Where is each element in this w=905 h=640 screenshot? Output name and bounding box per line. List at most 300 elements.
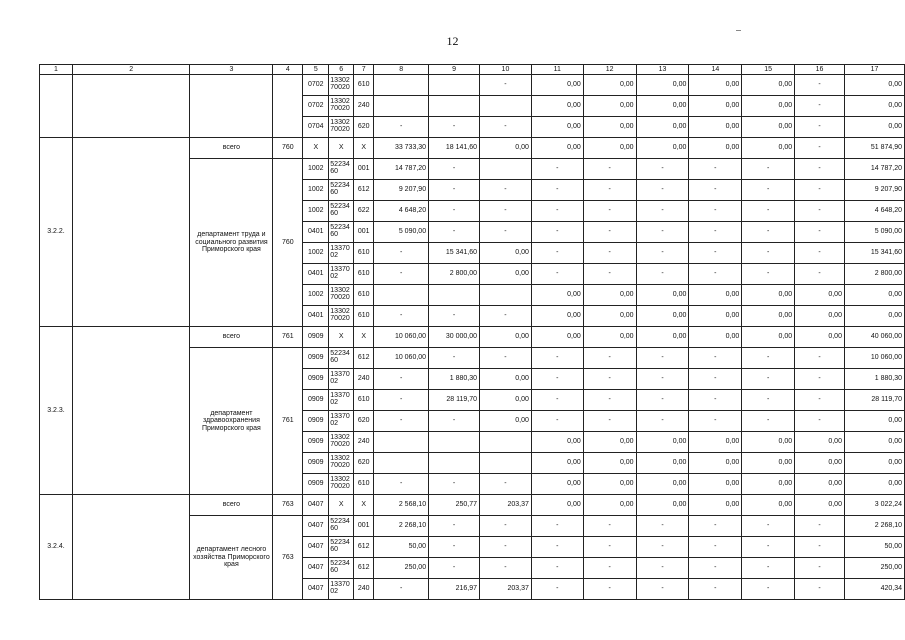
amount-col-16-cell: - bbox=[795, 579, 845, 600]
amount-col-15-cell: - bbox=[742, 411, 795, 432]
amount-col-17-cell: 250,00 bbox=[844, 558, 904, 579]
amount-col-8-cell bbox=[374, 432, 429, 453]
amount-col-13-cell: - bbox=[636, 243, 689, 264]
target-article-cell: 5223460 bbox=[329, 558, 354, 579]
amount-col-11-cell: - bbox=[531, 201, 583, 222]
expense-type-cell: X bbox=[354, 327, 374, 348]
amount-col-15-cell: 0,00 bbox=[742, 285, 795, 306]
amount-col-12-cell: 0,00 bbox=[583, 453, 636, 474]
target-article-cell: 1337002 bbox=[329, 264, 354, 285]
amount-col-10-cell: - bbox=[480, 201, 532, 222]
amount-col-11-cell: 0,00 bbox=[531, 285, 583, 306]
row-number-cell: 3.2.4. bbox=[40, 495, 73, 600]
amount-col-15-cell: - bbox=[742, 579, 795, 600]
amount-col-10-cell: - bbox=[480, 75, 532, 96]
target-article-cell: 1330270020 bbox=[329, 117, 354, 138]
admin-code-cell: 760 bbox=[273, 159, 303, 327]
amount-col-10-cell: - bbox=[480, 180, 532, 201]
amount-col-10-cell: 0,00 bbox=[480, 327, 532, 348]
amount-col-15-cell: - bbox=[742, 264, 795, 285]
amount-col-16-cell: - bbox=[795, 159, 845, 180]
amount-col-12-cell: - bbox=[583, 411, 636, 432]
amount-col-10-cell: 0,00 bbox=[480, 411, 532, 432]
amount-col-17-cell: 28 119,70 bbox=[844, 390, 904, 411]
amount-col-16-cell: 0,00 bbox=[795, 495, 845, 516]
amount-col-11-cell: 0,00 bbox=[531, 453, 583, 474]
amount-col-15-cell: - bbox=[742, 180, 795, 201]
expense-type-cell: X bbox=[354, 495, 374, 516]
amount-col-8-cell bbox=[374, 96, 429, 117]
amount-col-10-cell: 0,00 bbox=[480, 264, 532, 285]
amount-col-14-cell: - bbox=[689, 201, 742, 222]
target-article-cell: 5223460 bbox=[329, 537, 354, 558]
amount-col-9-cell: 28 119,70 bbox=[429, 390, 480, 411]
page-number: 12 bbox=[446, 34, 459, 48]
admin-code-cell: 763 bbox=[273, 495, 303, 516]
amount-col-13-cell: - bbox=[636, 180, 689, 201]
amount-col-12-cell: - bbox=[583, 369, 636, 390]
amount-col-16-cell: - bbox=[795, 201, 845, 222]
amount-col-13-cell: 0,00 bbox=[636, 327, 689, 348]
amount-col-13-cell: 0,00 bbox=[636, 453, 689, 474]
amount-col-8-cell: 14 787,20 bbox=[374, 159, 429, 180]
amount-col-13-cell: - bbox=[636, 411, 689, 432]
department-name-cell: департамент лесного хозяйства Приморского края bbox=[190, 516, 273, 600]
amount-col-12-cell: - bbox=[583, 348, 636, 369]
amount-col-14-cell: 0,00 bbox=[689, 474, 742, 495]
admin-code-cell: 761 bbox=[273, 327, 303, 348]
amount-col-8-cell: - bbox=[374, 474, 429, 495]
target-article-cell: 1337002 bbox=[329, 411, 354, 432]
amount-col-12-cell: 0,00 bbox=[583, 432, 636, 453]
amount-col-12-cell: - bbox=[583, 516, 636, 537]
amount-col-14-cell: - bbox=[689, 537, 742, 558]
amount-col-9-cell: 2 800,00 bbox=[429, 264, 480, 285]
amount-col-9-cell: 250,77 bbox=[429, 495, 480, 516]
amount-col-15-cell: - bbox=[742, 537, 795, 558]
amount-col-8-cell: 9 207,90 bbox=[374, 180, 429, 201]
amount-col-14-cell: 0,00 bbox=[689, 495, 742, 516]
amount-col-15-cell: - bbox=[742, 159, 795, 180]
amount-col-16-cell: - bbox=[795, 348, 845, 369]
amount-col-8-cell: 2 268,10 bbox=[374, 516, 429, 537]
amount-col-15-cell: - bbox=[742, 369, 795, 390]
amount-col-12-cell: - bbox=[583, 558, 636, 579]
amount-col-14-cell: 0,00 bbox=[689, 117, 742, 138]
amount-col-12-cell: 0,00 bbox=[583, 96, 636, 117]
amount-col-17-cell: 40 060,00 bbox=[844, 327, 904, 348]
amount-col-13-cell: - bbox=[636, 537, 689, 558]
target-article-cell: 5223460 bbox=[329, 180, 354, 201]
amount-col-15-cell: 0,00 bbox=[742, 327, 795, 348]
amount-col-15-cell: 0,00 bbox=[742, 138, 795, 159]
amount-col-10-cell: 0,00 bbox=[480, 369, 532, 390]
scan-mark bbox=[736, 30, 741, 31]
header-cell-6: 6 bbox=[329, 65, 354, 75]
amount-col-14-cell: 0,00 bbox=[689, 453, 742, 474]
amount-col-16-cell: - bbox=[795, 558, 845, 579]
row-number-cell: 3.2.3. bbox=[40, 327, 73, 495]
amount-col-17-cell: 0,00 bbox=[844, 432, 904, 453]
section-code-cell: 0702 bbox=[303, 75, 329, 96]
target-article-cell: 5223460 bbox=[329, 201, 354, 222]
amount-col-15-cell: 0,00 bbox=[742, 495, 795, 516]
amount-col-8-cell: - bbox=[374, 411, 429, 432]
amount-col-15-cell: 0,00 bbox=[742, 453, 795, 474]
expense-type-cell: 622 bbox=[354, 201, 374, 222]
amount-col-17-cell: 9 207,90 bbox=[844, 180, 904, 201]
amount-col-17-cell: 4 648,20 bbox=[844, 201, 904, 222]
amount-col-16-cell: 0,00 bbox=[795, 432, 845, 453]
section-code-cell: 0407 bbox=[303, 495, 329, 516]
amount-col-14-cell: 0,00 bbox=[689, 285, 742, 306]
section-code-cell: 0401 bbox=[303, 222, 329, 243]
target-article-cell: 1330270020 bbox=[329, 453, 354, 474]
section-code-cell: 0909 bbox=[303, 327, 329, 348]
amount-col-17-cell: 10 060,00 bbox=[844, 348, 904, 369]
amount-col-12-cell: - bbox=[583, 579, 636, 600]
amount-col-17-cell: 50,00 bbox=[844, 537, 904, 558]
amount-col-9-cell: - bbox=[429, 474, 480, 495]
amount-col-8-cell bbox=[374, 285, 429, 306]
amount-col-10-cell bbox=[480, 96, 532, 117]
total-label-cell: всего bbox=[190, 327, 273, 348]
amount-col-17-cell: 0,00 bbox=[844, 411, 904, 432]
header-cell-17: 17 bbox=[844, 65, 904, 75]
amount-col-15-cell: - bbox=[742, 201, 795, 222]
amount-col-11-cell: - bbox=[531, 579, 583, 600]
section-code-cell: 0401 bbox=[303, 306, 329, 327]
amount-col-16-cell: - bbox=[795, 411, 845, 432]
amount-col-9-cell: 1 880,30 bbox=[429, 369, 480, 390]
amount-col-9-cell: - bbox=[429, 222, 480, 243]
target-article-cell: 1330270020 bbox=[329, 432, 354, 453]
header-cell-5: 5 bbox=[303, 65, 329, 75]
amount-col-14-cell: - bbox=[689, 159, 742, 180]
admin-code-cell: 761 bbox=[273, 348, 303, 495]
amount-col-14-cell: - bbox=[689, 264, 742, 285]
amount-col-12-cell: 0,00 bbox=[583, 474, 636, 495]
amount-col-10-cell bbox=[480, 453, 532, 474]
amount-col-9-cell bbox=[429, 75, 480, 96]
target-article-cell: 5223460 bbox=[329, 222, 354, 243]
expense-type-cell: 620 bbox=[354, 117, 374, 138]
amount-col-13-cell: 0,00 bbox=[636, 96, 689, 117]
amount-col-12-cell: 0,00 bbox=[583, 495, 636, 516]
amount-col-9-cell: - bbox=[429, 558, 480, 579]
amount-col-8-cell: 50,00 bbox=[374, 537, 429, 558]
amount-col-15-cell: 0,00 bbox=[742, 96, 795, 117]
amount-col-14-cell: - bbox=[689, 222, 742, 243]
expense-type-cell: 240 bbox=[354, 432, 374, 453]
expense-type-cell: 610 bbox=[354, 285, 374, 306]
amount-col-11-cell: 0,00 bbox=[531, 474, 583, 495]
amount-col-12-cell: - bbox=[583, 222, 636, 243]
amount-col-9-cell: - bbox=[429, 306, 480, 327]
amount-col-10-cell bbox=[480, 432, 532, 453]
target-article-cell: X bbox=[329, 138, 354, 159]
amount-col-11-cell: - bbox=[531, 369, 583, 390]
expense-type-cell: 610 bbox=[354, 264, 374, 285]
admin-code-cell: 763 bbox=[273, 516, 303, 600]
amount-col-13-cell: - bbox=[636, 579, 689, 600]
section-code-cell: 0407 bbox=[303, 579, 329, 600]
amount-col-17-cell: 420,34 bbox=[844, 579, 904, 600]
amount-col-16-cell: 0,00 bbox=[795, 327, 845, 348]
expense-type-cell: 610 bbox=[354, 243, 374, 264]
header-cell-1: 1 bbox=[40, 65, 73, 75]
amount-col-13-cell: 0,00 bbox=[636, 432, 689, 453]
amount-col-11-cell: 0,00 bbox=[531, 306, 583, 327]
amount-col-9-cell: - bbox=[429, 180, 480, 201]
expense-type-cell: 612 bbox=[354, 348, 374, 369]
expense-type-cell: 620 bbox=[354, 411, 374, 432]
amount-col-9-cell: - bbox=[429, 411, 480, 432]
amount-col-8-cell: 10 060,00 bbox=[374, 348, 429, 369]
amount-col-9-cell: - bbox=[429, 516, 480, 537]
amount-col-15-cell: - bbox=[742, 348, 795, 369]
amount-col-14-cell: - bbox=[689, 390, 742, 411]
amount-col-9-cell: - bbox=[429, 201, 480, 222]
admin-code-cell bbox=[273, 75, 303, 138]
amount-col-14-cell: - bbox=[689, 558, 742, 579]
row-number-cell: 3.2.2. bbox=[40, 138, 73, 327]
description-cell bbox=[72, 75, 190, 138]
section-code-cell: 1002 bbox=[303, 243, 329, 264]
target-article-cell: 1330270020 bbox=[329, 306, 354, 327]
amount-col-15-cell: - bbox=[742, 222, 795, 243]
amount-col-8-cell: - bbox=[374, 390, 429, 411]
row-number-cell bbox=[40, 75, 73, 138]
amount-col-14-cell: 0,00 bbox=[689, 432, 742, 453]
target-article-cell: 1337002 bbox=[329, 579, 354, 600]
amount-col-13-cell: - bbox=[636, 264, 689, 285]
target-article-cell: 1337002 bbox=[329, 243, 354, 264]
amount-col-17-cell: 1 880,30 bbox=[844, 369, 904, 390]
amount-col-13-cell: - bbox=[636, 159, 689, 180]
amount-col-16-cell: 0,00 bbox=[795, 306, 845, 327]
amount-col-8-cell: 5 090,00 bbox=[374, 222, 429, 243]
amount-col-11-cell: 0,00 bbox=[531, 75, 583, 96]
expense-type-cell: 001 bbox=[354, 516, 374, 537]
amount-col-10-cell: - bbox=[480, 537, 532, 558]
header-cell-10: 10 bbox=[480, 65, 532, 75]
amount-col-16-cell: - bbox=[795, 516, 845, 537]
amount-col-8-cell: - bbox=[374, 264, 429, 285]
amount-col-12-cell: - bbox=[583, 537, 636, 558]
amount-col-9-cell: 216,97 bbox=[429, 579, 480, 600]
amount-col-14-cell: 0,00 bbox=[689, 306, 742, 327]
header-row bbox=[40, 65, 905, 75]
amount-col-15-cell: - bbox=[742, 516, 795, 537]
amount-col-12-cell: 0,00 bbox=[583, 327, 636, 348]
department-name-cell: департамент труда и социального развития Приморского края bbox=[190, 159, 273, 327]
expense-type-cell: 240 bbox=[354, 96, 374, 117]
amount-col-9-cell: - bbox=[429, 348, 480, 369]
target-article-cell: X bbox=[329, 327, 354, 348]
target-article-cell: 5223460 bbox=[329, 159, 354, 180]
amount-col-16-cell: - bbox=[795, 117, 845, 138]
amount-col-17-cell: 3 022,24 bbox=[844, 495, 904, 516]
amount-col-17-cell: 0,00 bbox=[844, 75, 904, 96]
department-cell bbox=[190, 75, 273, 138]
amount-col-12-cell: - bbox=[583, 390, 636, 411]
amount-col-8-cell: - bbox=[374, 306, 429, 327]
amount-col-17-cell: 2 268,10 bbox=[844, 516, 904, 537]
amount-col-13-cell: 0,00 bbox=[636, 474, 689, 495]
amount-col-10-cell: - bbox=[480, 222, 532, 243]
amount-col-11-cell: 0,00 bbox=[531, 96, 583, 117]
amount-col-16-cell: - bbox=[795, 264, 845, 285]
section-code-cell: 1002 bbox=[303, 201, 329, 222]
section-code-cell: 0401 bbox=[303, 264, 329, 285]
table-row bbox=[40, 495, 905, 516]
amount-col-9-cell bbox=[429, 432, 480, 453]
amount-col-14-cell: - bbox=[689, 516, 742, 537]
amount-col-10-cell: 203,37 bbox=[480, 495, 532, 516]
amount-col-10-cell: - bbox=[480, 558, 532, 579]
amount-col-13-cell: 0,00 bbox=[636, 138, 689, 159]
amount-col-9-cell: - bbox=[429, 159, 480, 180]
amount-col-15-cell: 0,00 bbox=[742, 474, 795, 495]
section-code-cell: 1002 bbox=[303, 159, 329, 180]
section-code-cell: 0909 bbox=[303, 390, 329, 411]
amount-col-8-cell: 10 060,00 bbox=[374, 327, 429, 348]
amount-col-11-cell: - bbox=[531, 348, 583, 369]
amount-col-15-cell: - bbox=[742, 243, 795, 264]
amount-col-14-cell: - bbox=[689, 411, 742, 432]
amount-col-10-cell: 0,00 bbox=[480, 138, 532, 159]
section-code-cell: 0702 bbox=[303, 96, 329, 117]
table-row bbox=[40, 75, 905, 96]
amount-col-13-cell: - bbox=[636, 516, 689, 537]
expense-type-cell: 610 bbox=[354, 390, 374, 411]
amount-col-12-cell: 0,00 bbox=[583, 138, 636, 159]
target-article-cell: X bbox=[329, 495, 354, 516]
amount-col-14-cell: 0,00 bbox=[689, 327, 742, 348]
expense-type-cell: 612 bbox=[354, 537, 374, 558]
amount-col-17-cell: 0,00 bbox=[844, 474, 904, 495]
amount-col-13-cell: - bbox=[636, 222, 689, 243]
budget-table bbox=[39, 64, 905, 600]
amount-col-12-cell: 0,00 bbox=[583, 306, 636, 327]
amount-col-13-cell: 0,00 bbox=[636, 306, 689, 327]
expense-type-cell: 240 bbox=[354, 579, 374, 600]
amount-col-8-cell bbox=[374, 75, 429, 96]
amount-col-11-cell: 0,00 bbox=[531, 432, 583, 453]
header-cell-7: 7 bbox=[354, 65, 374, 75]
amount-col-13-cell: - bbox=[636, 201, 689, 222]
expense-type-cell: 240 bbox=[354, 369, 374, 390]
amount-col-15-cell: 0,00 bbox=[742, 117, 795, 138]
amount-col-17-cell: 5 090,00 bbox=[844, 222, 904, 243]
target-article-cell: 5223460 bbox=[329, 516, 354, 537]
expense-type-cell: 610 bbox=[354, 306, 374, 327]
amount-col-16-cell: - bbox=[795, 537, 845, 558]
amount-col-17-cell: 0,00 bbox=[844, 285, 904, 306]
amount-col-13-cell: - bbox=[636, 369, 689, 390]
amount-col-11-cell: - bbox=[531, 390, 583, 411]
header-cell-12: 12 bbox=[583, 65, 636, 75]
amount-col-10-cell: - bbox=[480, 117, 532, 138]
amount-col-9-cell bbox=[429, 285, 480, 306]
header-cell-11: 11 bbox=[531, 65, 583, 75]
amount-col-13-cell: 0,00 bbox=[636, 117, 689, 138]
amount-col-8-cell bbox=[374, 453, 429, 474]
target-article-cell: 1337002 bbox=[329, 390, 354, 411]
amount-col-15-cell: 0,00 bbox=[742, 75, 795, 96]
amount-col-17-cell: 0,00 bbox=[844, 453, 904, 474]
amount-col-10-cell: - bbox=[480, 306, 532, 327]
amount-col-17-cell: 0,00 bbox=[844, 117, 904, 138]
amount-col-10-cell: - bbox=[480, 516, 532, 537]
amount-col-12-cell: - bbox=[583, 201, 636, 222]
amount-col-17-cell: 0,00 bbox=[844, 306, 904, 327]
amount-col-8-cell: - bbox=[374, 243, 429, 264]
amount-col-8-cell: 250,00 bbox=[374, 558, 429, 579]
amount-col-14-cell: - bbox=[689, 369, 742, 390]
admin-code-cell: 760 bbox=[273, 138, 303, 159]
description-cell bbox=[72, 138, 190, 327]
expense-type-cell: 610 bbox=[354, 75, 374, 96]
amount-col-17-cell: 2 800,00 bbox=[844, 264, 904, 285]
amount-col-11-cell: - bbox=[531, 159, 583, 180]
expense-type-cell: 610 bbox=[354, 474, 374, 495]
header-cell-4: 4 bbox=[273, 65, 303, 75]
header-cell-13: 13 bbox=[636, 65, 689, 75]
amount-col-10-cell: - bbox=[480, 348, 532, 369]
header-cell-3: 3 bbox=[190, 65, 273, 75]
amount-col-11-cell: - bbox=[531, 264, 583, 285]
table-row bbox=[40, 138, 905, 159]
target-article-cell: 1330270020 bbox=[329, 474, 354, 495]
amount-col-16-cell: - bbox=[795, 369, 845, 390]
amount-col-11-cell: - bbox=[531, 243, 583, 264]
header-cell-15: 15 bbox=[742, 65, 795, 75]
amount-col-10-cell bbox=[480, 285, 532, 306]
section-code-cell: 0909 bbox=[303, 474, 329, 495]
expense-type-cell: 620 bbox=[354, 453, 374, 474]
amount-col-10-cell: 0,00 bbox=[480, 243, 532, 264]
amount-col-11-cell: 0,00 bbox=[531, 327, 583, 348]
section-code-cell: 0407 bbox=[303, 516, 329, 537]
amount-col-13-cell: 0,00 bbox=[636, 75, 689, 96]
amount-col-8-cell: - bbox=[374, 117, 429, 138]
amount-col-9-cell: 15 341,60 bbox=[429, 243, 480, 264]
amount-col-11-cell: - bbox=[531, 180, 583, 201]
amount-col-9-cell: - bbox=[429, 537, 480, 558]
amount-col-9-cell: - bbox=[429, 117, 480, 138]
amount-col-14-cell: - bbox=[689, 348, 742, 369]
header-cell-9: 9 bbox=[429, 65, 480, 75]
section-code-cell: 1002 bbox=[303, 180, 329, 201]
amount-col-10-cell bbox=[480, 159, 532, 180]
amount-col-16-cell: 0,00 bbox=[795, 453, 845, 474]
target-article-cell: 1337002 bbox=[329, 369, 354, 390]
amount-col-11-cell: 0,00 bbox=[531, 495, 583, 516]
table-body bbox=[40, 65, 905, 600]
amount-col-12-cell: - bbox=[583, 264, 636, 285]
amount-col-13-cell: - bbox=[636, 558, 689, 579]
section-code-cell: 0909 bbox=[303, 453, 329, 474]
amount-col-16-cell: - bbox=[795, 243, 845, 264]
amount-col-12-cell: - bbox=[583, 180, 636, 201]
section-code-cell: 0407 bbox=[303, 558, 329, 579]
amount-col-13-cell: - bbox=[636, 390, 689, 411]
total-label-cell: всего bbox=[190, 495, 273, 516]
expense-type-cell: X bbox=[354, 138, 374, 159]
amount-col-13-cell: 0,00 bbox=[636, 495, 689, 516]
